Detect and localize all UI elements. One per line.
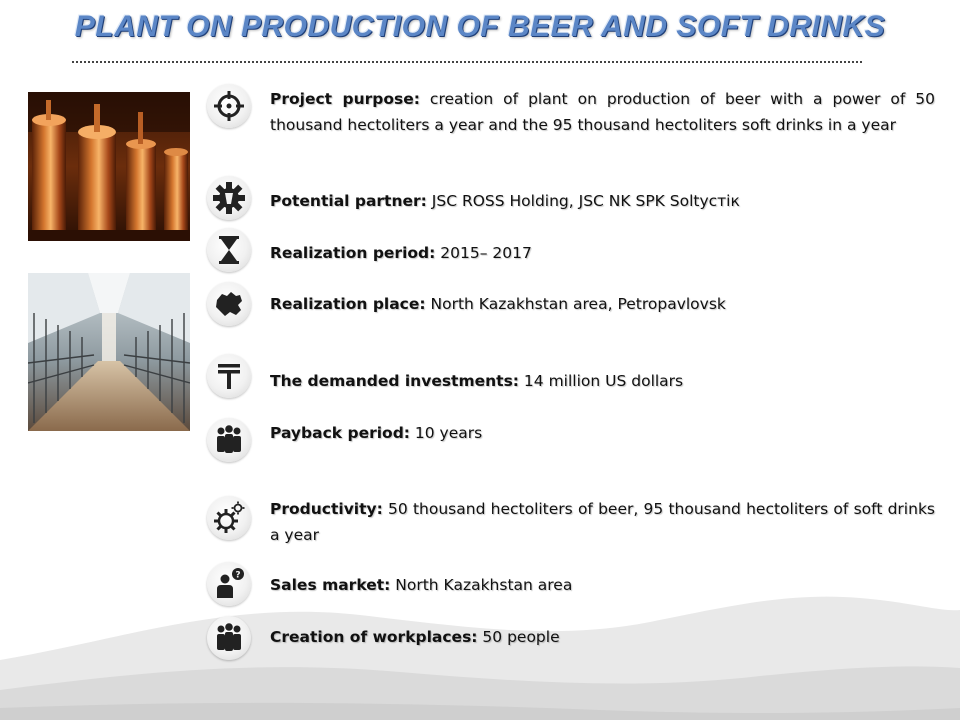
item-value: 14 million US dollars — [519, 372, 684, 390]
realization-period-item — [270, 240, 935, 266]
item-label: Payback period: — [270, 424, 410, 442]
gears-icon — [207, 496, 251, 540]
item-label: Productivity: — [270, 500, 383, 518]
potential-partner-item — [270, 188, 935, 214]
realization-place-item — [270, 291, 935, 317]
item-value: 2015– 2017 — [435, 244, 532, 262]
item-value: creation of plant on production of beer with a power of 50 thousand hectoliters a year and the 95 thousand hectoliters soft drinks in a year — [270, 90, 935, 134]
hourglass-icon — [207, 228, 251, 272]
tenge-icon — [207, 354, 251, 398]
item-value: 50 people — [477, 628, 560, 646]
fermentation-hall-photo — [28, 273, 190, 431]
item-value: 10 years — [409, 424, 483, 442]
productivity-item — [270, 496, 935, 548]
item-label: Project purpose: — [270, 90, 420, 108]
sales-market-item — [270, 572, 935, 598]
page-title: PLANT ON PRODUCTION OF BEER AND SOFT DRINKS — [74, 10, 886, 43]
workplaces-item — [270, 624, 935, 650]
item-label: The demanded investments: — [270, 372, 519, 390]
svg-text:?: ? — [235, 570, 241, 581]
target-icon — [207, 84, 251, 128]
item-value: JSC ROSS Holding, JSC NK SPK Soltycтік — [426, 192, 740, 210]
user-question-icon — [207, 562, 251, 606]
item-value: North Kazakhstan area, Petropavlovsk — [425, 295, 726, 313]
item-label: Realization period: — [270, 244, 436, 262]
item-label: Creation of workplaces: — [270, 628, 478, 646]
item-value: North Kazakhstan area — [390, 576, 573, 594]
title-divider — [72, 61, 862, 63]
item-value: 50 thousand hectoliters of beer, 95 thousand hectoliters of soft drinks a year — [270, 500, 935, 544]
gear-icon — [207, 176, 251, 220]
investments-item — [270, 368, 935, 394]
map-region-icon — [207, 282, 251, 326]
item-label: Realization place: — [270, 295, 426, 313]
payback-period-item — [270, 420, 935, 446]
item-label: Potential partner: — [270, 192, 427, 210]
brewery-tanks-photo — [28, 92, 190, 241]
project-purpose-item — [270, 86, 935, 138]
people-icon — [207, 616, 251, 660]
item-label: Sales market: — [270, 576, 391, 594]
people-icon — [207, 418, 251, 462]
